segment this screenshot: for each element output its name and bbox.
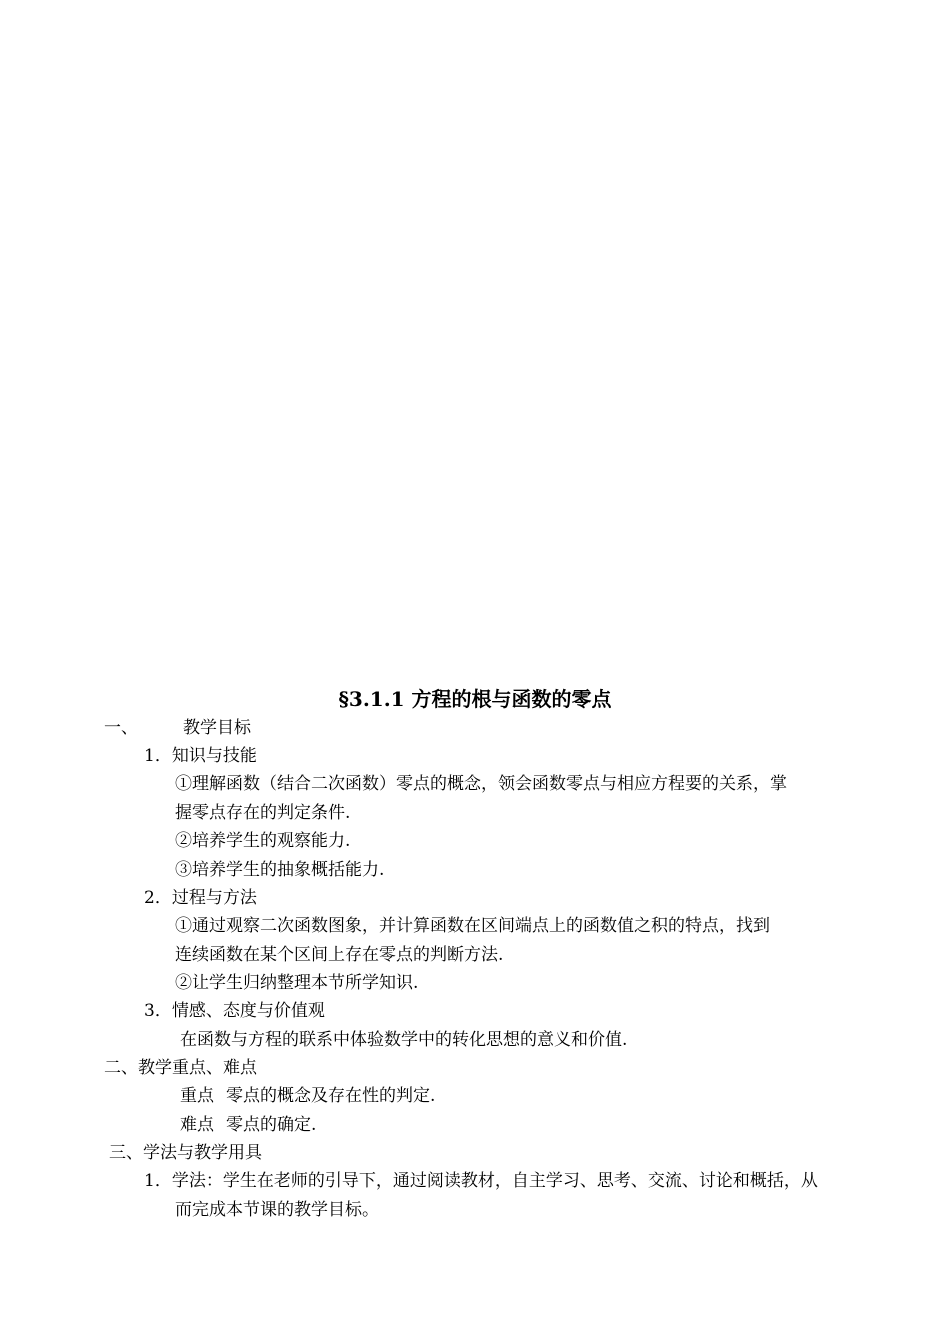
sub1-line: ②培养学生的观察能力. (175, 831, 351, 851)
sub2-line: ①通过观察二次函数图象，并计算函数在区间端点上的函数值之积的特点，找到 (175, 916, 770, 936)
sub3-label: 3．情感、态度与价值观 (144, 1001, 325, 1021)
section3-item-line: 1．学法：学生在老师的引导下，通过阅读教材，自主学习、思考、交流、讨论和概括，从 (144, 1171, 818, 1191)
section1-heading (104, 714, 251, 742)
sub2-label: 2．过程与方法 (144, 888, 257, 908)
section3-heading: 三、学法与教学用具 (109, 1143, 262, 1163)
difficulty-line (180, 1111, 316, 1139)
doc-title: §3.1.1 方程的根与函数的零点 (338, 687, 612, 711)
sub3-line: 在函数与方程的联系中体验数学中的转化思想的意义和价值. (180, 1030, 628, 1050)
key-point-text: 零点的概念及存在性的判定. (226, 1086, 436, 1106)
sub1-line: 握零点存在的判定条件. (175, 803, 351, 823)
sub1-line: ①理解函数（结合二次函数）零点的概念，领会函数零点与相应方程要的关系，掌 (175, 774, 787, 794)
section2-heading: 二、教学重点、难点 (104, 1058, 257, 1078)
section3-item-line: 而完成本节课的教学目标。 (175, 1200, 379, 1220)
sub2-line: ②让学生归纳整理本节所学知识. (175, 973, 419, 993)
sub1-label: 1．知识与技能 (144, 746, 257, 766)
sub2-line: 连续函数在某个区间上存在零点的判断方法. (175, 945, 504, 965)
key-point-label: 重点 (180, 1086, 214, 1106)
section1-title: 教学目标 (183, 718, 251, 738)
difficulty-label: 难点 (180, 1115, 214, 1135)
key-point-line (180, 1082, 435, 1110)
sub1-line: ③培养学生的抽象概括能力. (175, 860, 385, 880)
difficulty-text: 零点的确定. (226, 1115, 317, 1135)
section1-number: 一、 (104, 718, 138, 738)
